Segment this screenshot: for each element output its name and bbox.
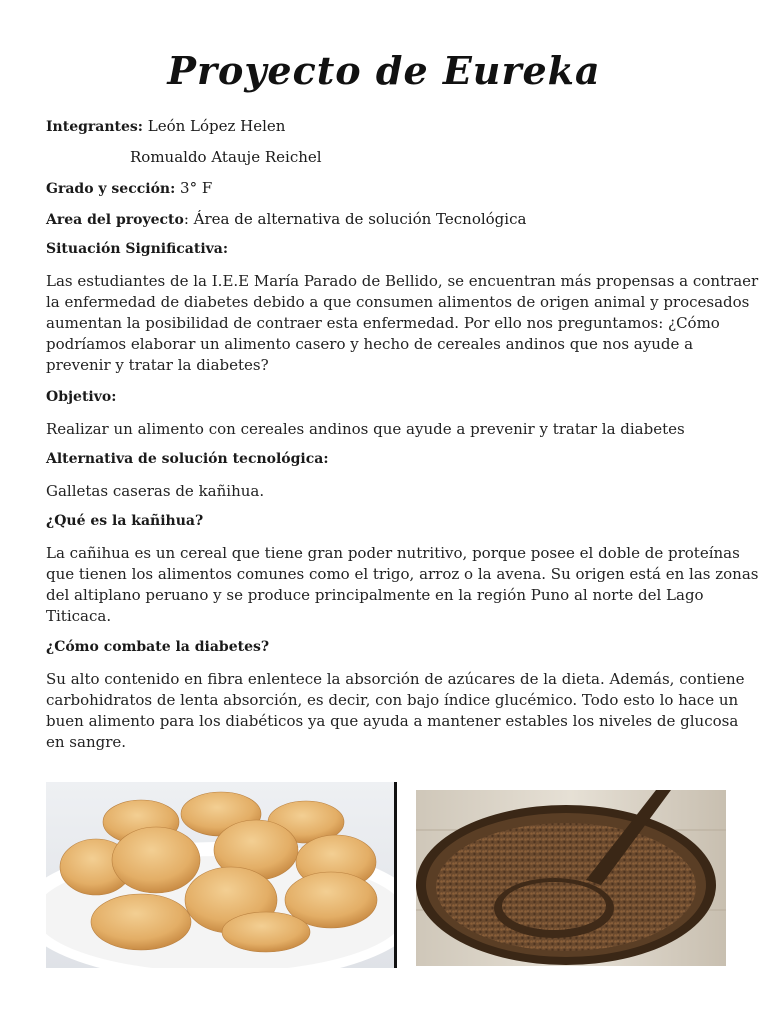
situation-paragraph	[46, 271, 759, 376]
how-line: buen alimento para los diabéticos ya que ayuda a mantener estables los niveles de glucosa	[46, 712, 739, 730]
grade-value: 3° F	[180, 179, 213, 197]
what-is-line: La cañihua es un cereal que tiene gran poder nutritivo, porque posee el doble de proteínas	[46, 544, 740, 562]
what-is-line: del altiplano peruano y se produce principalmente en la región Puno al norte del Lago	[46, 586, 704, 604]
solution-line: Galletas caseras de kañihua.	[46, 482, 265, 500]
situation-line: aumentan la posibilidad de contraer esta enfermedad. Por ello nos preguntamos: ¿Cómo	[46, 314, 720, 332]
members-label: Integrantes:	[46, 119, 143, 135]
member-name-2: Romualdo Atauje Reichel	[130, 148, 322, 166]
situation-line: la enfermedad de diabetes debido a que consumen alimentos de origen animal y procesados	[46, 293, 750, 311]
situation-line: Las estudiantes de la I.E.E María Parado de Bellido, se encuentran más propensas a contraer	[46, 272, 759, 290]
solution-heading: Alternativa de solución tecnológica:	[46, 451, 329, 467]
what-is-paragraph	[46, 543, 759, 627]
how-paragraph	[46, 669, 745, 753]
grade-line	[46, 179, 212, 197]
area-value: : Área de alternativa de solución Tecnológica	[183, 210, 527, 228]
situation-line: podríamos elaborar un alimento casero y hecho de cereales andinos que nos ayude a	[46, 335, 694, 353]
objective-line: Realizar un alimento con cereales andinos que ayude a prevenir y tratar la diabetes	[46, 420, 685, 438]
kaniwa-grain-photo	[416, 790, 726, 966]
how-line: carbohidratos de lenta absorción, es decir, con bajo índice glucémico. Todo esto lo hace un	[46, 691, 739, 709]
situation-line: prevenir y tratar la diabetes?	[46, 356, 269, 374]
area-line	[46, 210, 526, 228]
what-is-line: Titicaca.	[46, 607, 112, 625]
grade-label: Grado y sección:	[46, 181, 176, 197]
what-is-heading: ¿Qué es la kañihua?	[46, 513, 204, 529]
how-line: Su alto contenido en fibra enlentece la absorción de azúcares de la dieta. Además, contiene	[46, 670, 745, 688]
cookies-photo	[46, 782, 397, 968]
objective-paragraph	[46, 419, 736, 440]
situation-heading: Situación Significativa:	[46, 241, 229, 257]
solution-paragraph	[46, 481, 736, 502]
members-line-2	[130, 148, 322, 166]
how-heading: ¿Cómo combate la diabetes?	[46, 639, 270, 655]
member-name-1: León López Helen	[147, 117, 286, 135]
objective-heading: Objetivo:	[46, 389, 117, 405]
area-label: Area del proyecto	[46, 212, 184, 228]
how-line: en sangre.	[46, 733, 127, 751]
members-line	[46, 117, 285, 135]
what-is-line: que tienen los alimentos comunes como el trigo, arroz o la avena. Su origen está en las zonas	[46, 565, 759, 583]
page-title: Proyecto de Eureka	[167, 48, 601, 93]
